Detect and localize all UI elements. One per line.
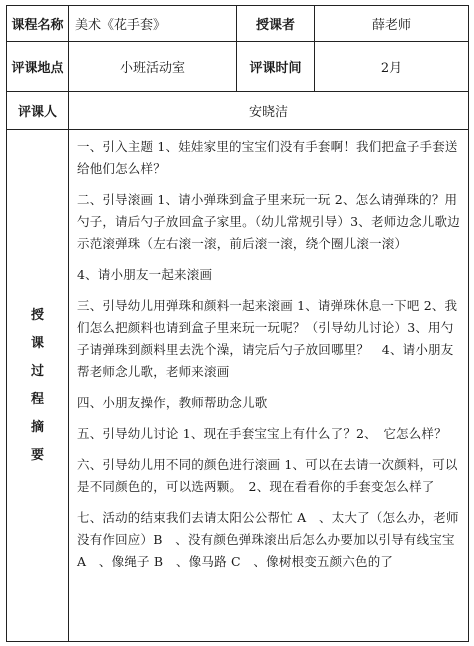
teacher-label: 授课者 [237, 6, 315, 42]
time-label: 评课时间 [237, 42, 315, 92]
summary-paragraph: 六、引导幼儿用不同的颜色进行滚画 1、可以在去请一次颜料，可以是不同颜色的，可以选两颗。 2、现在看看你的手套变怎么样了 [77, 457, 458, 494]
summary-label-char: 程 [30, 391, 44, 407]
reviewer-label: 评课人 [7, 92, 69, 130]
summary-paragraph: 一、引入主题 1、娃娃家里的宝宝们没有手套啊！我们把盒子手套送给他们怎么样？ [77, 139, 458, 176]
location-value: 小班活动室 [69, 42, 237, 92]
summary-label-char: 授 [30, 307, 44, 323]
summary-label-char: 课 [30, 335, 44, 351]
summary-row [7, 130, 469, 642]
location-row [7, 42, 469, 92]
time-value: 2月 [315, 42, 469, 92]
summary-label-char: 摘 [30, 419, 44, 435]
summary-paragraph: 七、活动的结束我们去请太阳公公帮忙 A 、太大了（怎么办，老师没有作回应）B 、没有颜色弹珠滚出后怎么办要加以引导有线宝宝 A 、像绳子 B 、像马路 C 、像树根变五颜六色的了 [77, 510, 468, 569]
teacher-value: 薛老师 [315, 6, 469, 42]
summary-paragraph: 五、引导幼儿讨论 1、现在手套宝宝上有什么了？2、 它怎么样？ [77, 426, 447, 441]
course-name-label: 课程名称 [7, 6, 69, 42]
course-row [7, 6, 469, 42]
reviewer-value: 安晓洁 [69, 92, 469, 130]
summary-paragraph: 三、引导幼儿用弹珠和颜料一起来滚画 1、请弹珠休息一下吧 2、我们怎么把颜料也请到盒子里来玩一玩呢？（引导幼儿讨论）3、用勺子请弹珠到颜料里去洗个澡，请完后勺子放回哪里？ 4、请小朋友帮老师念儿歌，老师来滚画 [77, 298, 458, 379]
summary-label [7, 130, 69, 642]
summary-label-char: 过 [30, 363, 44, 379]
summary-content [69, 130, 469, 642]
summary-paragraph: 四、小朋友操作，教师帮助念儿歌 [77, 395, 268, 410]
summary-paragraph: 二、引导滚画 1、请小弹珠到盒子里来玩一玩 2、怎么请弹珠的？用勺子，请后勺子放回盒子家里。（幼儿常规引导）3、老师边念儿歌边示范滚弹珠（左右滚一滚，前后滚一滚，绕个圈儿滚一滚） [77, 192, 460, 251]
course-name-value: 美术《花手套》 [69, 6, 237, 42]
summary-label-char: 要 [30, 447, 44, 463]
review-table [6, 5, 469, 642]
summary-paragraph: 4、请小朋友一起来滚画 [77, 267, 213, 282]
location-label: 评课地点 [7, 42, 69, 92]
reviewer-row [7, 92, 469, 130]
